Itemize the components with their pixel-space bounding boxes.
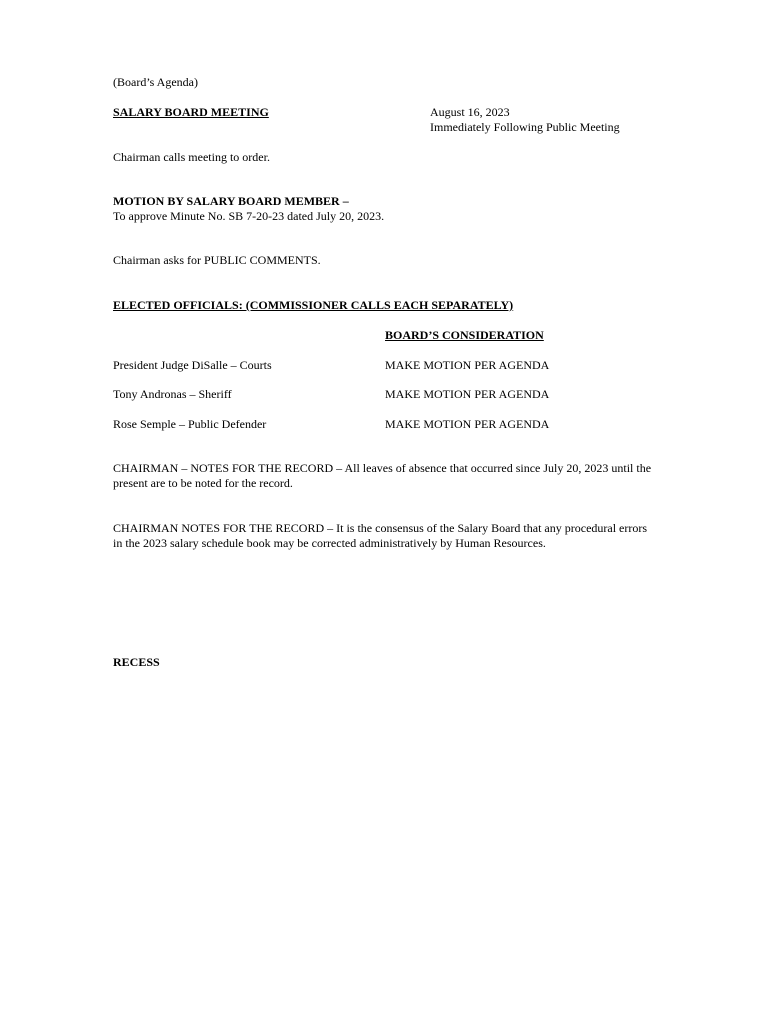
official-action: MAKE MOTION PER AGENDA: [385, 387, 550, 401]
official-name: Rose Semple – Public Defender: [113, 417, 267, 431]
meeting-time-note: Immediately Following Public Meeting: [430, 120, 620, 134]
official-action: MAKE MOTION PER AGENDA: [385, 417, 550, 431]
official-name: Tony Andronas – Sheriff: [113, 387, 232, 401]
official-action: MAKE MOTION PER AGENDA: [385, 358, 550, 372]
note-procedural-errors: CHAIRMAN NOTES FOR THE RECORD – It is the consensus of the Salary Board that any procedural errors in the 2023 salary schedule book may be corrected administratively by Human Resources.: [113, 521, 648, 550]
official-name: President Judge DiSalle – Courts: [113, 358, 272, 372]
public-comments: Chairman asks for PUBLIC COMMENTS.: [113, 253, 321, 267]
call-to-order: Chairman calls meeting to order.: [113, 150, 270, 164]
meeting-title: SALARY BOARD MEETING: [113, 105, 269, 119]
meeting-date: August 16, 2023: [430, 105, 510, 119]
recess-label: RECESS: [113, 655, 160, 669]
board-consideration-heading: BOARD’S CONSIDERATION: [385, 328, 544, 342]
elected-officials-heading: ELECTED OFFICIALS: (COMMISSIONER CALLS EACH SEPARATELY): [113, 298, 514, 312]
motion-title: MOTION BY SALARY BOARD MEMBER –: [113, 194, 349, 208]
agenda-label: (Board’s Agenda): [113, 75, 198, 89]
note-leaves-of-absence: CHAIRMAN – NOTES FOR THE RECORD – All leaves of absence that occurred since July 20, 2023 until the present are to be noted for the record.: [113, 461, 652, 490]
motion-text: To approve Minute No. SB 7-20-23 dated July 20, 2023.: [113, 209, 385, 223]
